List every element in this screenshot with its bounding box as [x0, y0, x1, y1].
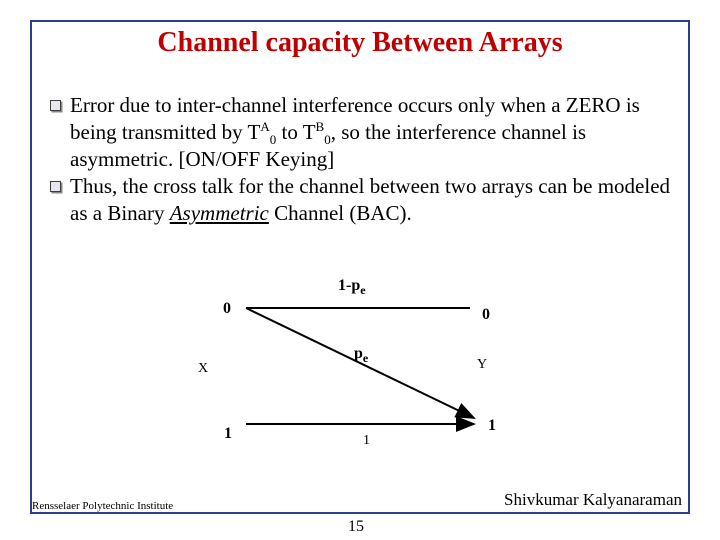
channel-line-0-to-1 — [246, 308, 474, 418]
bullet-1-text-start: Error due to inter-channel interference occurs only when a ZERO is being transmitted by T — [70, 93, 640, 144]
output-zero: 0 — [482, 306, 490, 323]
bullet-2-emphasis: Asymmetric — [169, 201, 269, 225]
bullet-2-text-start: Thus, the cross talk for the channel between two arrays can be modeled as a Binary — [70, 174, 671, 225]
bullet-1-sub-a: 0 — [269, 132, 277, 148]
bullet-1-text-end: , so the interference channel is asymmetric. [ON/OFF Keying] — [70, 120, 587, 171]
footer-author: Shivkumar Kalyanaraman — [504, 490, 682, 509]
bullet-1-sub-b: 0 — [324, 132, 331, 148]
slide-title: Channel capacity Between Arrays — [157, 27, 563, 58]
output-one: 1 — [488, 417, 496, 434]
bullet-1-text-mid: to T — [276, 120, 316, 144]
footer-institution: Rensselaer Polytechnic Institute — [32, 500, 174, 512]
input-one: 1 — [224, 425, 232, 442]
output-label-y: Y — [477, 357, 488, 372]
label-top-transition: $1-p_e$ — [338, 277, 366, 297]
bullet-1-sup-b: B — [315, 119, 325, 134]
bullet-2-text-end: Channel (BAC). — [268, 201, 412, 225]
bottom-mid-one: 1 — [363, 433, 370, 448]
bullet-1-sup-a: A — [260, 119, 270, 134]
page-number: 15 — [348, 518, 364, 535]
input-label-x: X — [198, 361, 209, 376]
label-cross-transition: $p_e$ — [354, 345, 369, 365]
input-zero: 0 — [223, 300, 231, 317]
